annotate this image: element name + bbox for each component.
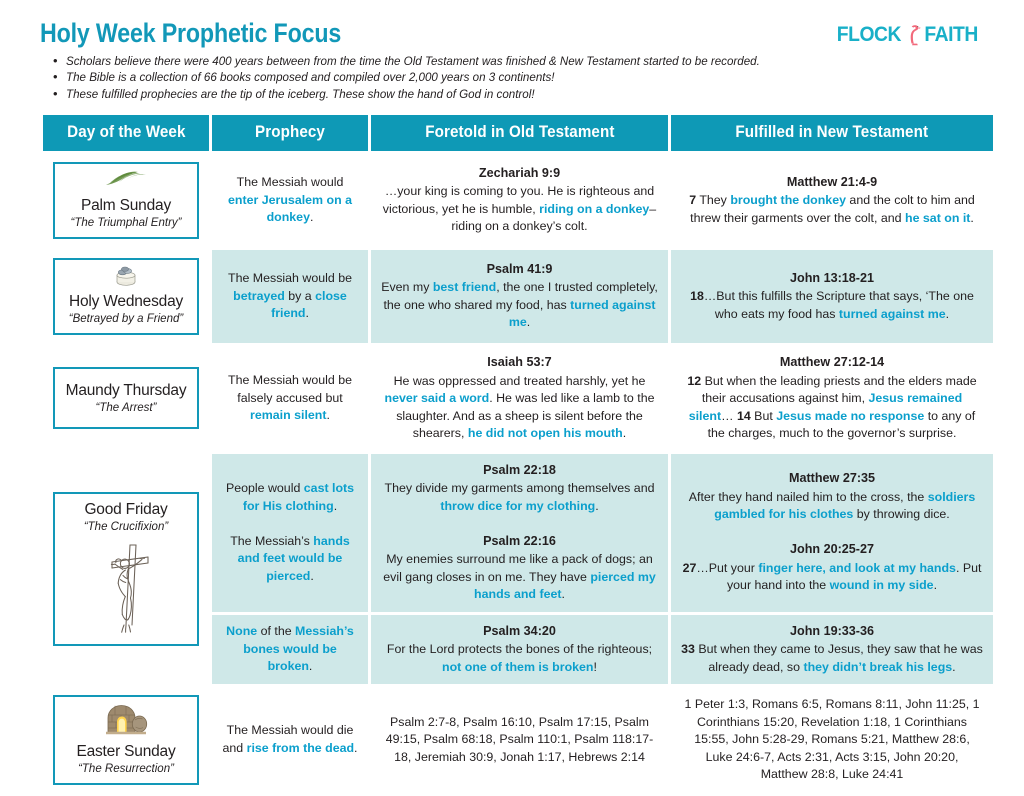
- old-testament-cell: Psalm 34:20 For the Lord protects the bones of the righteous; not one of them is broken!: [371, 615, 668, 685]
- holy-week-prophecy-table: [40, 112, 996, 796]
- old-testament-cell: Isaiah 53:7 He was oppressed and treated harshly, yet he never said a word. He was led like a lamb to the slaughter. And as a sheep is silent before the shearers, he did not open his mouth.: [371, 346, 668, 451]
- old-testament-cell: Psalm 22:18 They divide my garments among themselves and throw dice for my clothing. Psalm 22:16 My enemies surround me like a pack of dogs; an evil gang closes in on me. They have pierced my hands and feet.: [371, 454, 668, 612]
- day-subtitle-label: “The Triumphal Entry”: [70, 216, 182, 229]
- day-subtitle-label: “The Resurrection”: [78, 762, 174, 775]
- day-of-week-cell: [43, 454, 209, 685]
- list-item: • The Bible is a collection of 66 books composed and compiled over 2,000 years on 3 continents!: [66, 70, 980, 86]
- new-testament-cell: John 19:33-36 33 But when they came to Jesus, they saw that he was already dead, so they didn’t break his legs.: [671, 615, 993, 685]
- table-row: [43, 687, 993, 793]
- old-testament-cell: Psalm 2:7-8, Psalm 16:10, Psalm 17:15, Psalm 49:15, Psalm 68:18, Psalm 110:1, Psalm 118:17-18, Jeremiah 30:9, Jonah 1:17, Hebrews 2:14: [371, 687, 668, 793]
- palm-branch-icon: [103, 170, 149, 195]
- table-body: [43, 154, 993, 793]
- page-title: Holy Week Prophetic Focus: [40, 18, 342, 48]
- new-testament-cell: Matthew 27:35 After they hand nailed him to the cross, the soldiers gambled for his clothes by throwing dice. John 20:25-27 27…Put your finger here, and look at my hands. Put your hand into the wound in my side.: [671, 454, 993, 612]
- prophecy-cell: None of the Messiah’s bones would be broken.: [212, 615, 368, 685]
- prophecy-cell: The Messiah would enter Jerusalem on a donkey.: [212, 154, 368, 247]
- list-item: • These fulfilled prophecies are the tip of the iceberg. These show the hand of God in control!: [66, 87, 980, 103]
- table-row: [43, 346, 993, 451]
- old-testament-cell: Psalm 41:9 Even my best friend, the one I trusted completely, the one who shared my food, has turned against me.: [371, 250, 668, 344]
- day-subtitle-label: “The Arrest”: [95, 401, 157, 414]
- logo-word-faith: FAITH: [924, 23, 978, 46]
- list-item: • Scholars believe there were 400 years between from the time the Old Testament was finished & New Testament started to be recorded.: [66, 54, 980, 70]
- prophecy-cell: The Messiah would be betrayed by a close friend.: [212, 250, 368, 344]
- intro-bullet-list: [40, 54, 980, 103]
- old-testament-cell: Zechariah 9:9 …your king is coming to you. He is righteous and victorious, yet he is humble, riding on a donkey–riding on a donkey’s colt.: [371, 154, 668, 247]
- day-subtitle-label: “The Crucifixion”: [83, 520, 169, 533]
- day-name-label: Maundy Thursday: [65, 381, 187, 399]
- table-row: [43, 154, 993, 247]
- day-name-label: Good Friday: [84, 500, 168, 518]
- day-subtitle-label: “Betrayed by a Friend”: [68, 313, 184, 325]
- prophecy-cell: The Messiah would die and rise from the dead.: [212, 687, 368, 793]
- column-header-day: Day of the Week: [43, 115, 209, 151]
- day-of-week-cell: [43, 687, 209, 793]
- day-of-week-cell: [43, 154, 209, 247]
- day-name-label: Holy Wednesday: [68, 293, 184, 310]
- day-name-label: Palm Sunday: [81, 196, 171, 214]
- coin-pouch-icon: [114, 266, 138, 286]
- column-header-prophecy: Prophecy: [212, 115, 368, 151]
- flock-and-faith-logo: [834, 22, 980, 48]
- column-header-old-testament: Foretold in Old Testament: [371, 115, 668, 151]
- tomb-icon: [104, 703, 148, 735]
- day-name-label: Easter Sunday: [76, 742, 176, 760]
- crucifix-icon: [95, 537, 157, 633]
- table-row: [43, 250, 993, 344]
- new-testament-cell: Matthew 27:12-14 12 But when the leading priests and the elders made their accusations against him, Jesus remained silent… 14 But Jesus made no response to any of the charges, much to the governor’s surprise.: [671, 346, 993, 451]
- table-header-row: [43, 115, 993, 151]
- column-header-new-testament: Fulfilled in New Testament: [671, 115, 993, 151]
- flamingo-icon: [903, 22, 923, 48]
- logo-word-flock: FLOCK: [836, 23, 902, 46]
- day-of-week-cell: [43, 250, 209, 344]
- new-testament-cell: Matthew 21:4-9 7 They brought the donkey and the colt to him and threw their garments over the colt, and he sat on it.: [671, 154, 993, 247]
- page-header: [0, 0, 1024, 103]
- palm-branch-icon: [103, 170, 149, 189]
- new-testament-cell: 1 Peter 1:3, Romans 6:5, Romans 8:11, John 11:25, 1 Corinthians 15:20, Revelation 1:18, 1 Corinthians 15:55, John 5:28-29, Romans 5:21, Matthew 28:6, Luke 24:6-7, Acts 2:31, Acts 3:15, John 20:20, Matthew 28:8, Luke 24:41: [671, 687, 993, 793]
- new-testament-cell: John 13:18-21 18…But this fulfills the Scripture that says, ‘The one who eats my food has turned against me.: [671, 250, 993, 344]
- crucifix-icon: [95, 537, 157, 639]
- day-of-week-cell: [43, 346, 209, 451]
- prophecy-cell: The Messiah would be falsely accused but remain silent.: [212, 346, 368, 451]
- tomb-icon: [104, 703, 148, 741]
- prophecy-cell: People would cast lots for His clothing. The Messiah’s hands and feet would be pierced.: [212, 454, 368, 612]
- table-row: [43, 454, 993, 612]
- coin-pouch-icon: [114, 266, 138, 292]
